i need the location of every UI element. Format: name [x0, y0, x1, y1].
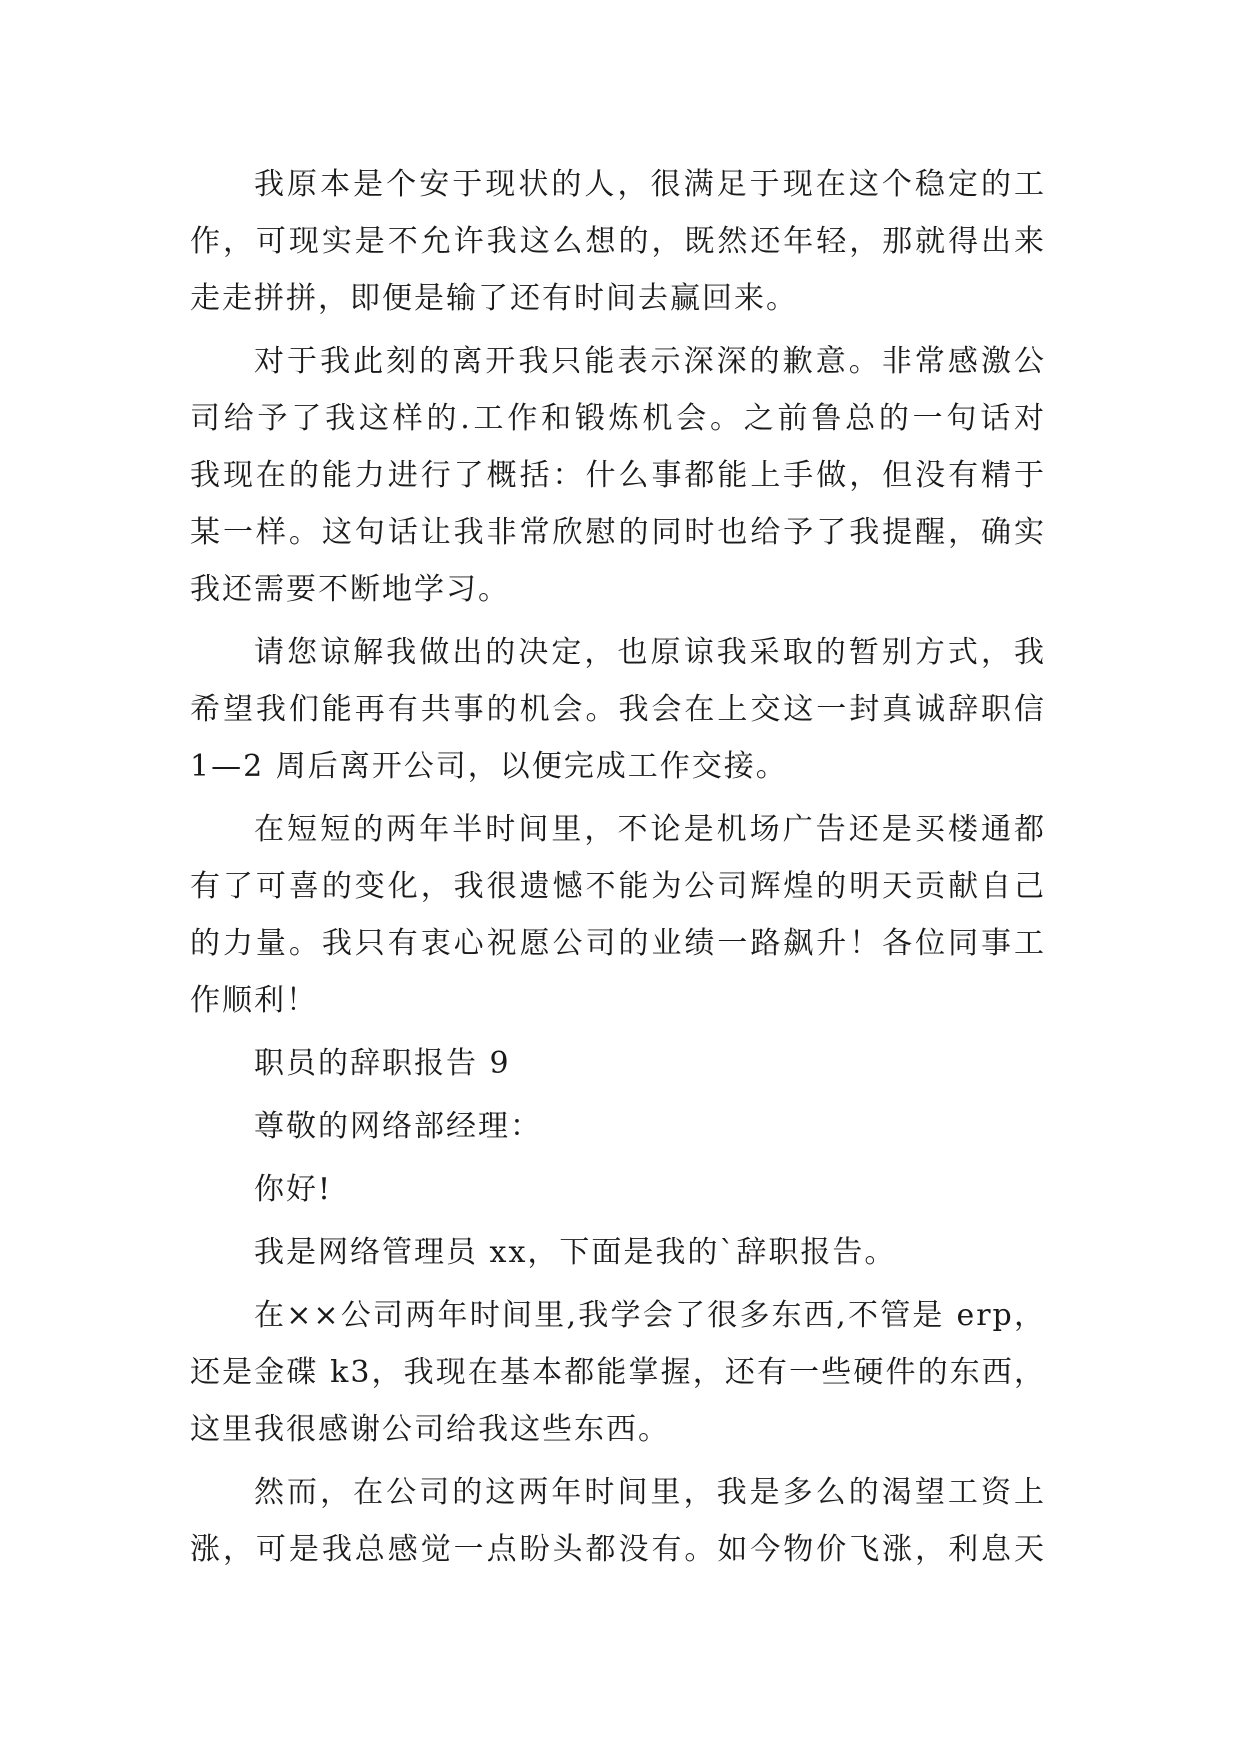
text-line: 在××公司两年时间里,我学会了很多东西,不管是 erp，: [254, 1298, 1046, 1333]
text-line: 有了可喜的变化，我很遗憾不能为公司辉煌的明天贡献自己: [190, 869, 1046, 904]
text-line: 希望我们能再有共事的机会。我会在上交这一封真诚辞职信: [190, 692, 1046, 727]
text-line: 的力量。我只有衷心祝愿公司的业绩一路飙升！各位同事工: [190, 926, 1046, 961]
greeting: 你好!: [254, 1172, 333, 1207]
text-line: 在短短的两年半时间里，不论是机场广告还是买楼通都: [254, 812, 1046, 847]
text-line: 这里我很感谢公司给我这些东西。: [190, 1412, 670, 1447]
text-line: 然而，在公司的这两年时间里，我是多么的渴望工资上: [254, 1475, 1046, 1510]
text-line: 还是金碟 k3，我现在基本都能掌握，还有一些硬件的东西，: [190, 1355, 1046, 1390]
text-line: 作顺利！: [190, 983, 318, 1018]
text-line: 司给予了我这样的.工作和锻炼机会。之前鲁总的一句话对: [190, 401, 1046, 436]
report-heading: 职员的辞职报告 9: [254, 1046, 511, 1081]
text-line: 我原本是个安于现状的人，很满足于现在这个稳定的工: [254, 167, 1046, 202]
text-line: 对于我此刻的离开我只能表示深深的歉意。非常感激公: [254, 344, 1046, 379]
text-line: 走走拼拼，即便是输了还有时间去赢回来。: [190, 281, 798, 316]
text-line: 请您谅解我做出的决定，也原谅我采取的暂别方式，我: [254, 635, 1046, 670]
text-line: 某一样。这句话让我非常欣慰的同时也给予了我提醒，确实: [190, 515, 1046, 550]
text-line: 我现在的能力进行了概括：什么事都能上手做，但没有精于: [190, 458, 1046, 493]
text-line: 1—2 周后离开公司，以便完成工作交接。: [190, 749, 788, 784]
text-line: 我还需要不断地学习。: [190, 572, 510, 607]
salutation: 尊敬的网络部经理：: [254, 1109, 542, 1144]
text-line: 涨，可是我总感觉一点盼头都没有。如今物价飞涨，利息天: [190, 1532, 1046, 1567]
text-line: 我是网络管理员 xx，下面是我的`辞职报告。: [254, 1235, 897, 1270]
text-line: 作，可现实是不允许我这么想的，既然还年轻，那就得出来: [190, 224, 1046, 259]
